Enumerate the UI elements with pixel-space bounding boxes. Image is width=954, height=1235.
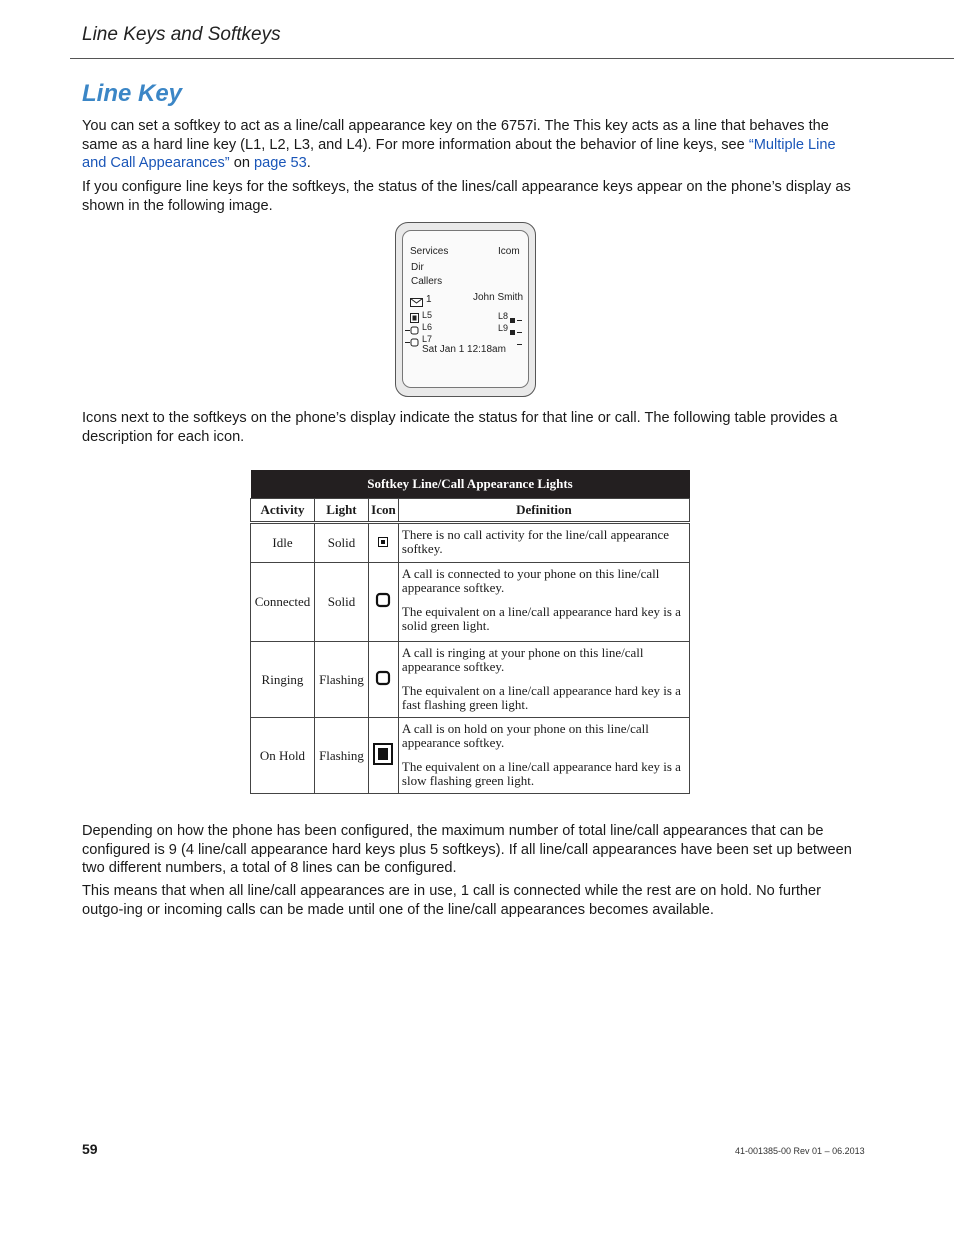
paragraph-maximum: Depending on how the phone has been configured, the maximum number of total line/call appearances that can be configured is 9 (4 line/call appearance hard keys plus 5 softkeys). If all line/call appearances have been set up between two different numbers, a total of 8 lines can be configured. — [82, 823, 852, 876]
softkey-lights-table — [250, 470, 690, 794]
message-count: 1 — [426, 294, 432, 305]
cell-definition — [398, 563, 689, 642]
cell-light: Solid — [314, 523, 368, 563]
definition-text: A call is ringing at your phone on this line/call appearance softkey. — [401, 645, 644, 674]
cell-definition — [398, 642, 689, 718]
line-l5: L5 — [422, 310, 433, 320]
page-title: Line Key — [82, 80, 183, 107]
softkey-callers: Callers — [411, 276, 443, 287]
line-l6: L6 — [422, 322, 433, 332]
phone-screen — [402, 230, 529, 388]
softkey-dir: Dir — [411, 262, 424, 273]
header-divider — [70, 58, 954, 59]
table-row — [251, 718, 690, 794]
dash-icon — [517, 336, 523, 354]
line-l7: L7 — [422, 334, 433, 344]
table-caption: Softkey Line/Call Appearance Lights — [251, 470, 690, 499]
link-multiple-line[interactable]: “Multiple Line and Call Appearances” — [82, 136, 836, 171]
cell-activity: Connected — [251, 563, 315, 642]
cell-icon — [368, 718, 398, 794]
softkey-services: Services — [410, 246, 449, 257]
definition-text: The equivalent on a line/call appearance hard key is a slow flashing green light. — [401, 759, 681, 788]
header-activity: Activity — [251, 499, 315, 523]
connected-icon — [405, 334, 419, 352]
idle-icon — [378, 535, 388, 550]
connected-icon — [375, 596, 391, 611]
paragraph-in-use: This means that when all line/call appearances are in use, 1 call is connected while the rest are on hold. No further outgo-ing or incoming calls can be made until one of the line/call appearances becomes available. — [82, 883, 822, 918]
cell-definition — [398, 523, 689, 563]
cell-activity: Ringing — [251, 642, 315, 718]
cell-definition — [398, 718, 689, 794]
definition-text: There is no call activity for the line/call appearance softkey. — [401, 527, 670, 556]
softkey-icom: Icom — [498, 246, 520, 257]
header-light: Light — [314, 499, 368, 523]
table-row — [251, 523, 690, 563]
cell-activity: On Hold — [251, 718, 315, 794]
link-page-53[interactable]: page 53 — [254, 155, 307, 171]
definition-text: A call is connected to your phone on this line/call appearance softkey. — [401, 566, 660, 595]
header-definition: Definition — [398, 499, 689, 523]
cell-icon — [368, 523, 398, 563]
page-number: 59 — [82, 1141, 98, 1157]
intro-text: You can set a softkey to act as a line/call appearance key on the 6757i. The This key acts as a line that behaves the same as a hard line key (L1, L2, L3, and L4). For more information about the behavior of line keys, see — [82, 118, 829, 153]
table-row — [251, 563, 690, 642]
intro-text-on: on — [229, 155, 254, 171]
cell-light: Flashing — [314, 642, 368, 718]
line-l9: L9 — [498, 323, 509, 333]
header-icon: Icon — [368, 499, 398, 523]
cell-icon — [368, 563, 398, 642]
running-head: Line Keys and Softkeys — [82, 24, 281, 45]
cell-light: Solid — [314, 563, 368, 642]
intro-text-end: . — [306, 155, 311, 171]
document-id: 41-001385-00 Rev 01 – 06.2013 — [735, 1146, 865, 1156]
line-l8: L8 — [498, 311, 509, 321]
ringing-icon — [375, 674, 391, 689]
cell-light: Flashing — [314, 718, 368, 794]
table-row — [251, 642, 690, 718]
cell-icon — [368, 642, 398, 718]
definition-text: The equivalent on a line/call appearance hard key is a fast flashing green light. — [401, 683, 681, 712]
paragraph-icons: Icons next to the softkeys on the phone’s display indicate the status for that line or call. The following table provides a description for each icon. — [82, 410, 838, 445]
definition-text: A call is on hold on your phone on this line/call appearance softkey. — [401, 721, 649, 750]
phone-figure — [395, 222, 536, 397]
cell-activity: Idle — [251, 523, 315, 563]
definition-text: The equivalent on a line/call appearance hard key is a solid green light. — [401, 604, 681, 633]
date-time: Sat Jan 1 12:18am — [422, 344, 506, 355]
paragraph-configure: If you configure line keys for the softkeys, the status of the lines/call appearance keys appear on the phone’s display as shown in the following image. — [82, 179, 851, 214]
on-hold-icon — [373, 753, 393, 768]
paragraph-intro — [82, 117, 857, 173]
caller-name: John Smith — [473, 292, 524, 303]
